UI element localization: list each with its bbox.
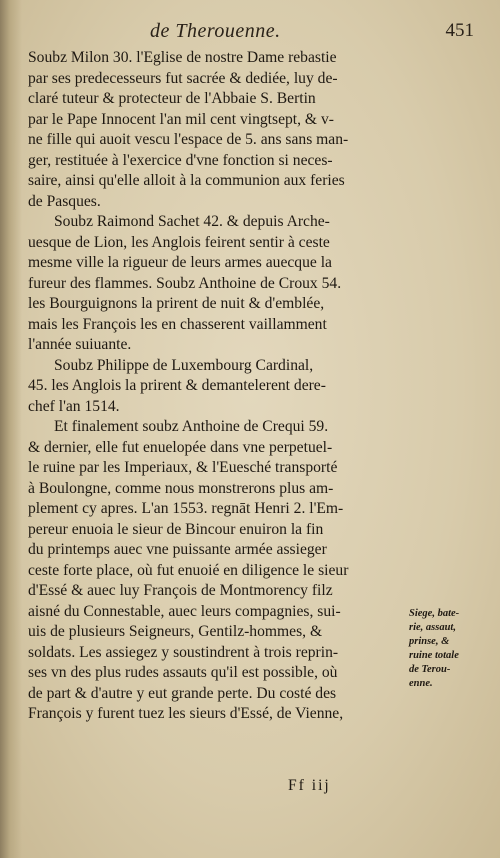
page-gutter-shadow xyxy=(0,0,22,858)
text-line: soldats. Les assiegez y soustindrent à trois reprin- xyxy=(28,643,339,661)
text-line: François y furent tuez les sieurs d'Essé, de Vienne, xyxy=(28,705,344,722)
page-header xyxy=(150,20,480,44)
catchword-signature: Ff iij xyxy=(288,777,331,794)
text-line: de Pasques. xyxy=(28,192,101,210)
text-line: ceste forte place, où fut enuoié en diligence le sieur xyxy=(28,561,349,579)
text-line: l'année suiuante. xyxy=(28,336,132,353)
text-line: chef l'an 1514. xyxy=(28,397,120,415)
marginal-note-line: prinse, & xyxy=(409,636,450,647)
marginal-note-line: Siege, bate- xyxy=(409,608,460,619)
text-line: claré tuteur & protecteur de l'Abbaie S. Bertin xyxy=(28,90,316,107)
text-line: par le Pape Innocent l'an mil cent vingtsept, & v- xyxy=(28,110,334,128)
marginal-note-line: de Terou- xyxy=(409,664,451,675)
text-line: mais les François les en chasserent vaillamment xyxy=(28,315,327,333)
text-line: ne fille qui auoit vescu l'espace de 5. ans sans man- xyxy=(28,131,349,148)
marginal-note-line: ruine totale xyxy=(409,650,459,661)
text-line: d'Essé & auec luy François de Montmorency filz xyxy=(28,582,333,599)
text-line: Soubz Milon 30. l'Eglise de nostre Dame rebastie xyxy=(28,49,337,66)
text-line: les Bourguignons la prirent de nuit & d'emblée, xyxy=(28,295,325,312)
text-line: Et finalement soubz Anthoine de Crequi 59. xyxy=(54,418,329,435)
text-line: à Boulongne, comme nous monstrerons plus am- xyxy=(28,479,334,497)
text-line: 45. les Anglois la prirent & demantelerent dere- xyxy=(28,377,326,394)
text-line: le ruine par les Imperiaux, & l'Euesché transporté xyxy=(28,459,338,476)
running-title: de Therouenne. xyxy=(150,20,281,42)
text-line: uis de plusieurs Seigneurs, Gentilz-hommes, & xyxy=(28,623,323,640)
text-line: du printemps auec vne puissante armée assieger xyxy=(28,541,327,558)
marginal-note-line: enne. xyxy=(409,678,433,689)
marginal-note xyxy=(409,607,493,691)
text-line: fureur des flammes. Soubz Anthoine de Croux 54. xyxy=(28,274,342,292)
text-line: aisné du Connestable, auec leurs compagnies, sui- xyxy=(28,602,341,620)
text-line: & dernier, elle fut enuelopée dans vne perpetuel- xyxy=(28,438,333,456)
marginal-note-line: rie, assaut, xyxy=(409,622,456,633)
text-line: uesque de Lion, les Anglois feirent sentir à ceste xyxy=(28,233,330,251)
text-line: ger, restituée à l'exercice d'vne fonction si neces- xyxy=(28,151,333,169)
text-line: pereur enuoia le sieur de Bincour enuiron la fin xyxy=(28,520,324,538)
text-line: plement cy apres. L'an 1553. regnāt Henri 2. l'Em- xyxy=(28,500,344,517)
text-line: Soubz Philippe de Luxembourg Cardinal, xyxy=(54,356,314,374)
main-text-block xyxy=(28,48,408,725)
text-line: Soubz Raimond Sachet 42. & depuis Arche- xyxy=(54,213,330,230)
text-line: saire, ainsi qu'elle alloit à la communion aux feries xyxy=(28,172,345,189)
page-number: 451 xyxy=(445,20,474,41)
text-line: de part & d'autre y eut grande perte. Du costé des xyxy=(28,684,337,702)
text-line: mesme ville la rigueur de leurs armes auecque la xyxy=(28,254,332,271)
text-line: ses vn des plus rudes assauts qu'il est possible, où xyxy=(28,664,338,681)
text-line: par ses predecesseurs fut sacrée & dediée, luy de- xyxy=(28,69,338,87)
